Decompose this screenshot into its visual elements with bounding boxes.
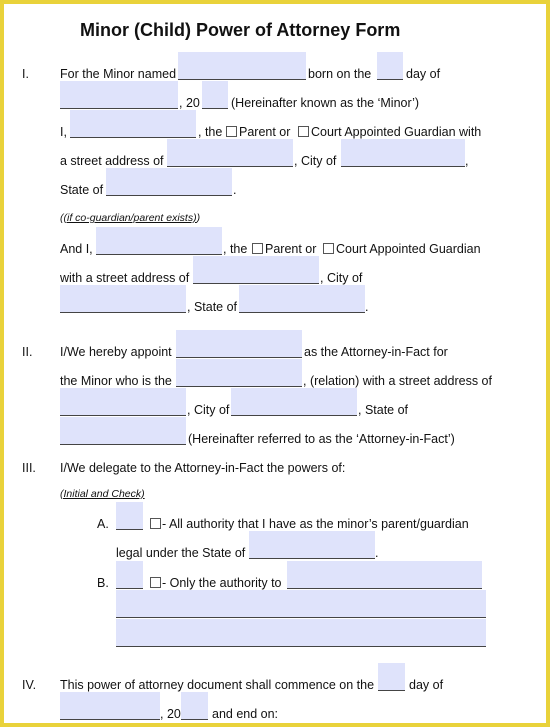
option-b-text: - Only the authority to: [162, 576, 282, 590]
parent-name-field[interactable]: [70, 110, 196, 138]
authority-field-1[interactable]: [287, 561, 482, 589]
relation-label: , (relation) with a street address of: [303, 374, 492, 388]
birth-day-field[interactable]: [377, 52, 403, 80]
day-of-label: day of: [406, 67, 441, 81]
co-parent-name-field[interactable]: [96, 227, 222, 255]
parent-i-label: I,: [60, 125, 67, 139]
co-street-address-field[interactable]: [193, 256, 319, 284]
page-title: Minor (Child) Power of Attorney Form: [80, 20, 401, 40]
commence-day-field[interactable]: [378, 663, 405, 691]
attorney-in-fact-label: as the Attorney-in-Fact for: [304, 345, 448, 359]
option-b-checkbox[interactable]: [150, 577, 161, 588]
option-b-label: B.: [97, 576, 109, 590]
comma-label: ,: [465, 154, 469, 168]
authority-field-2[interactable]: [116, 590, 486, 618]
street-address-label: a street address of: [60, 154, 164, 168]
state-field[interactable]: [106, 168, 232, 196]
section-number: IV.: [22, 678, 37, 692]
minor-name-field[interactable]: [178, 52, 306, 80]
minor-definition-label: (Hereinafter known as the ‘Minor’): [231, 96, 420, 110]
co-guardian-checkbox[interactable]: [323, 243, 334, 254]
section-number: III.: [22, 461, 36, 475]
co-state-of-label: , State of: [187, 300, 238, 314]
attorney-city-field[interactable]: [231, 388, 357, 416]
form-page: [4, 4, 546, 723]
delegate-label: I/We delegate to the Attorney-in-Fact the powers of:: [60, 461, 346, 475]
option-a-checkbox[interactable]: [150, 518, 161, 529]
parent-or-label: Parent or: [239, 125, 291, 139]
minor-is-label: the Minor who is the: [60, 374, 172, 388]
parent-checkbox[interactable]: [226, 126, 237, 137]
section-number: II.: [22, 345, 33, 359]
period-label: .: [233, 183, 237, 197]
birth-month-field[interactable]: [60, 81, 178, 109]
attorney-name-field[interactable]: [176, 330, 302, 358]
legal-state-label: legal under the State of: [116, 546, 246, 560]
state-of-label: State of: [60, 183, 104, 197]
legal-state-field[interactable]: [249, 531, 375, 559]
birth-year-field[interactable]: [202, 81, 228, 109]
period-label-3: .: [375, 546, 379, 560]
attorney-city-of-label: , City of: [187, 403, 230, 417]
initial-check-note: (Initial and Check): [60, 488, 145, 500]
authority-field-3[interactable]: [116, 619, 486, 647]
guardian-checkbox[interactable]: [298, 126, 309, 137]
year-prefix-label: , 20: [179, 96, 200, 110]
period-label-2: .: [365, 300, 369, 314]
co-guardian-note: ((if co-guardian/parent exists)): [60, 212, 201, 224]
commence-year-field[interactable]: [181, 692, 208, 720]
parent-or-label-2: Parent or: [265, 242, 317, 256]
attorney-state-field[interactable]: [60, 417, 186, 445]
option-a-initial-field[interactable]: [116, 502, 143, 530]
commence-year-prefix: , 20: [160, 707, 181, 721]
attorney-definition-label: (Hereinafter referred to as the ‘Attorney-in-Fact’): [188, 432, 455, 446]
option-b-initial-field[interactable]: [116, 561, 143, 589]
section-number: I.: [22, 67, 29, 81]
commence-day-of-label: day of: [409, 678, 444, 692]
co-street-address-label: with a street address of: [60, 271, 190, 285]
co-state-field[interactable]: [239, 285, 365, 313]
appoint-label: I/We hereby appoint: [60, 345, 172, 359]
attorney-state-of-label: , State of: [358, 403, 409, 417]
co-guardian-note-text: (if co-guardian/parent exists): [63, 212, 197, 224]
commence-month-field[interactable]: [60, 692, 160, 720]
relation-field[interactable]: [176, 359, 302, 387]
option-a-text: - All authority that I have as the minor’s parent/guardian: [162, 517, 469, 531]
and-i-label: And I,: [60, 242, 93, 256]
guardian-label-2: Court Appointed Guardian: [336, 242, 481, 256]
commence-label: This power of attorney document shall commence on the: [60, 678, 375, 692]
city-field[interactable]: [341, 139, 465, 167]
option-a-label: A.: [97, 517, 109, 531]
minor-named-label: For the Minor named: [60, 67, 177, 81]
co-parent-checkbox[interactable]: [252, 243, 263, 254]
co-city-field[interactable]: [60, 285, 186, 313]
born-on-label: born on the: [308, 67, 372, 81]
the-label-2: , the: [223, 242, 248, 256]
street-address-field[interactable]: [167, 139, 293, 167]
the-label: , the: [198, 125, 223, 139]
end-on-label: and end on:: [212, 707, 279, 721]
co-city-of-label: , City of: [320, 271, 363, 285]
attorney-address-field[interactable]: [60, 388, 186, 416]
guardian-label: Court Appointed Guardian with: [311, 125, 482, 139]
city-of-label: , City of: [294, 154, 337, 168]
